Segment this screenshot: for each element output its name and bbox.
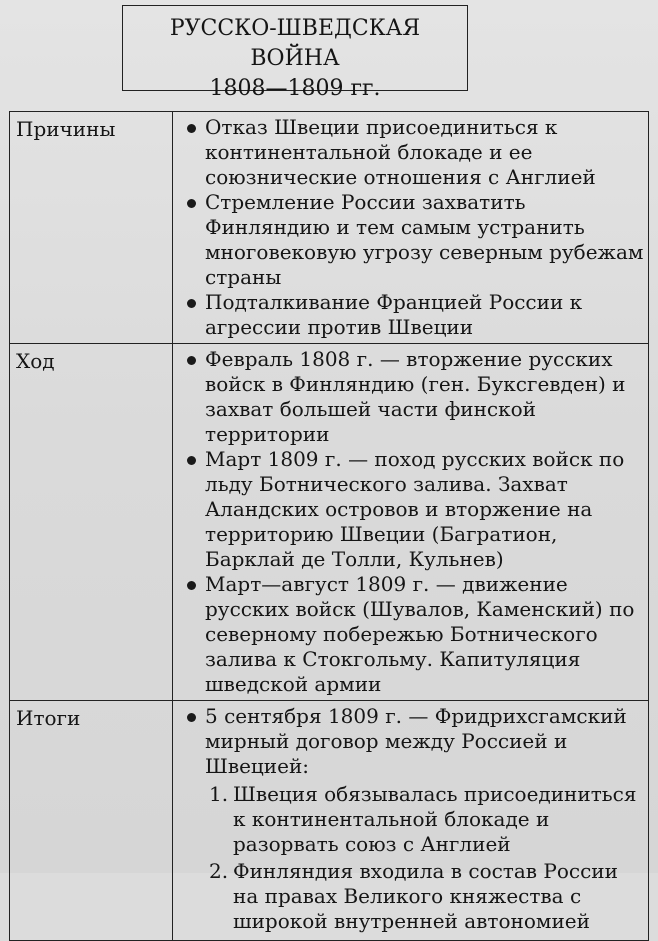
title-years: 1808—1809 гг. <box>209 76 381 101</box>
war-summary-table <box>9 111 649 941</box>
title-heading: РУССКО-ШВЕДСКАЯ ВОЙНА <box>169 16 421 71</box>
list-item: Март 1809 г. — поход русских войск по льду Ботнического залива. Захват Аландских островов и вторжение на территорию Швеции (Багратион, Барклай де Толли, Кульнев) <box>173 447 644 572</box>
list-item: Стремление России захватить Финляндию и тем самым устранить многовековую угрозу северным рубежам страны <box>173 190 644 290</box>
list-item <box>173 704 644 934</box>
list-item: Февраль 1808 г. — вторжение русских войск в Финляндию (ген. Буксгевден) и захват большей части финской территории <box>173 347 644 447</box>
table-row-results <box>10 701 649 941</box>
treaty-terms-list <box>205 782 644 934</box>
table-row-course <box>10 344 649 701</box>
row-label-causes: Причины <box>10 112 173 344</box>
causes-list <box>173 115 644 340</box>
row-content-course <box>173 344 649 701</box>
treaty-text: 5 сентября 1809 г. — Фридрихсгамский мирный договор между Россией и Швецией: <box>205 704 627 778</box>
treaty-term-item <box>205 782 644 857</box>
treaty-term-item <box>205 859 644 934</box>
row-label-results: Итоги <box>10 701 173 941</box>
list-item: Март—август 1809 г. — движение русских войск (Шувалов, Каменский) по северному побережью Ботнического залива к Стокгольму. Капитуляция шведской армии <box>173 572 644 697</box>
table-row-causes <box>10 112 649 344</box>
row-label-course: Ход <box>10 344 173 701</box>
treaty-term-text: Финляндия входила в состав России на правах Великого княжества с широкой внутренней автономией <box>233 859 618 933</box>
results-list <box>173 704 644 934</box>
list-item: Отказ Швеции присоединиться к континентальной блокаде и ее союзнические отношения с Англией <box>173 115 644 190</box>
row-content-causes <box>173 112 649 344</box>
row-content-results <box>173 701 649 941</box>
list-item: Подталкивание Францией России к агрессии против Швеции <box>173 290 644 340</box>
treaty-term-text: Швеция обязывалась присоединиться к континентальной блокаде и разорвать союз с Англией <box>233 782 637 856</box>
course-list <box>173 347 644 697</box>
title-box <box>122 5 468 101</box>
treaty-term-number: 2. <box>209 859 229 883</box>
treaty-term-number: 1. <box>209 782 229 806</box>
